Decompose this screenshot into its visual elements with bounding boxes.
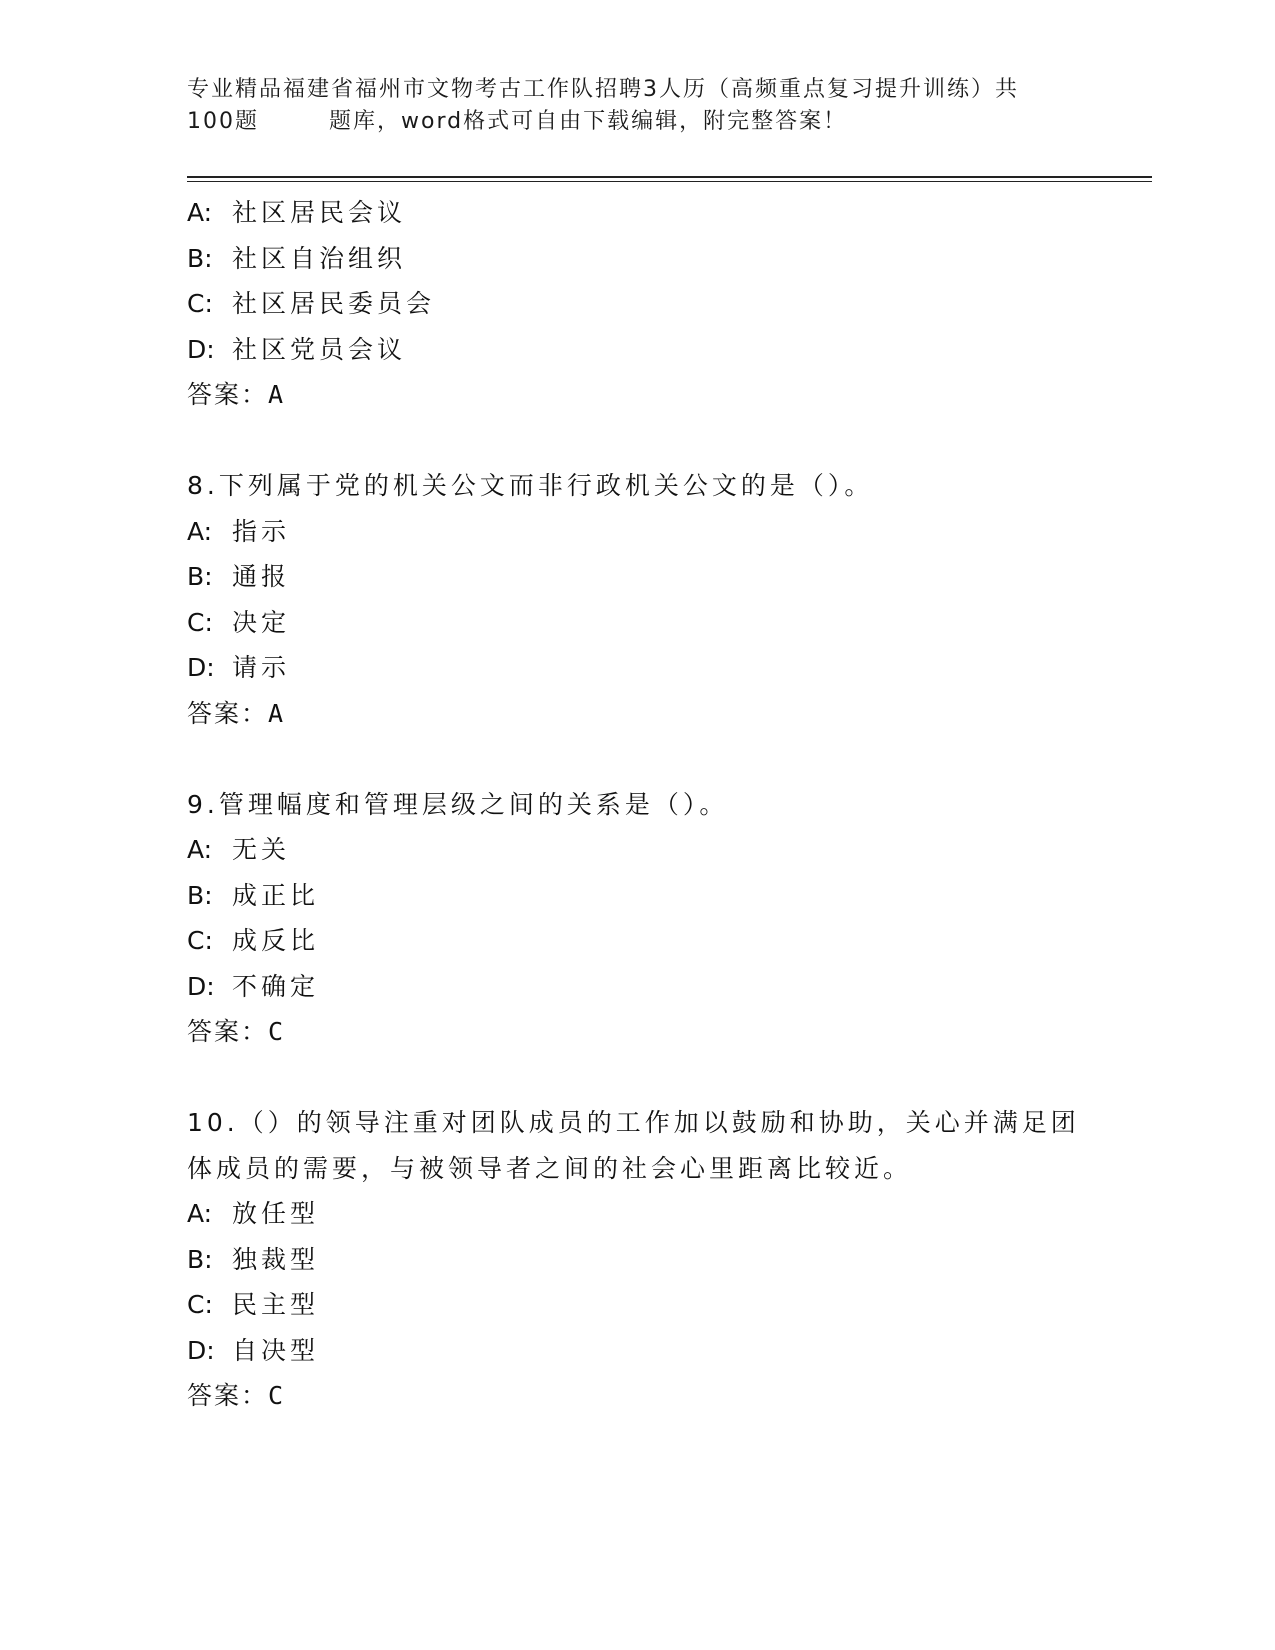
option-text: 指示 <box>232 516 291 546</box>
option-text: 放任型 <box>232 1199 320 1228</box>
header-line-2 <box>187 106 1087 138</box>
option-text: 社区党员会议 <box>232 334 407 364</box>
option-letter: A: <box>187 1199 213 1228</box>
option-text: 请示 <box>232 653 291 682</box>
answer-label: 答案： <box>187 380 269 409</box>
option-text: 民主型 <box>232 1290 320 1319</box>
option-letter: D: <box>187 1335 215 1365</box>
answer-value: C <box>268 1381 285 1410</box>
header-line-1: 专业精品福建省福州市文物考古工作队招聘3人历（高频重点复习提升训练）共 <box>187 77 1019 102</box>
answer-line <box>187 691 1087 737</box>
answer-label: 答案： <box>187 1017 269 1046</box>
question-7-block <box>187 190 1087 418</box>
option-c <box>187 281 1087 327</box>
answer-value: A <box>268 380 285 409</box>
question-text: 8.下列属于党的机关公文而非行政机关公文的是（）。 <box>187 471 874 500</box>
option-letter: D: <box>187 334 215 364</box>
option-text: 独裁型 <box>232 1244 320 1274</box>
question-text: 9.管理幅度和管理层级之间的关系是（）。 <box>187 789 729 819</box>
option-b <box>187 236 1087 282</box>
header-divider-thick <box>187 176 1152 178</box>
option-text: 成反比 <box>232 926 320 955</box>
answer-label: 答案： <box>187 698 269 728</box>
option-text: 社区居民委员会 <box>232 289 436 318</box>
option-letter: A: <box>187 835 213 864</box>
option-b <box>187 554 1087 600</box>
option-letter: A: <box>187 198 213 227</box>
option-letter: A: <box>187 516 213 546</box>
option-letter: B: <box>187 562 213 591</box>
option-letter: B: <box>187 1244 213 1274</box>
answer-label: 答案： <box>187 1381 269 1410</box>
header-divider-thin <box>187 181 1152 182</box>
question-list <box>187 190 1087 1419</box>
question-9-block <box>187 782 1087 1055</box>
header-question-count: 100题 <box>187 109 259 134</box>
option-letter: B: <box>187 880 213 910</box>
option-a <box>187 827 1087 873</box>
option-d <box>187 645 1087 691</box>
option-text: 成正比 <box>232 880 320 910</box>
option-a <box>187 1191 1087 1237</box>
answer-line <box>187 372 1087 418</box>
document-header <box>187 74 1087 138</box>
option-letter: D: <box>187 971 215 1001</box>
option-letter: B: <box>187 243 213 273</box>
option-c <box>187 600 1087 646</box>
answer-line <box>187 1009 1087 1055</box>
option-letter: C: <box>187 607 213 637</box>
option-text: 通报 <box>232 562 291 591</box>
question-text-line-1: 10.（）的领导注重对团队成员的工作加以鼓励和协助，关心并满足团 <box>187 1108 1080 1137</box>
option-letter: C: <box>187 1290 213 1319</box>
option-text: 决定 <box>232 607 291 637</box>
option-text: 社区居民会议 <box>232 198 407 227</box>
option-text: 不确定 <box>232 971 320 1001</box>
option-a <box>187 190 1087 236</box>
question-text-line-2: 体成员的需要，与被领导者之间的社会心里距离比较近。 <box>187 1153 913 1183</box>
option-c <box>187 918 1087 964</box>
option-b <box>187 1237 1087 1283</box>
question-8-block <box>187 463 1087 736</box>
answer-value: A <box>268 698 285 728</box>
option-d <box>187 1328 1087 1374</box>
option-d <box>187 964 1087 1010</box>
option-text: 无关 <box>232 835 291 864</box>
option-text: 自决型 <box>232 1335 320 1365</box>
answer-line <box>187 1373 1087 1419</box>
option-text: 社区自治组织 <box>232 243 407 273</box>
option-a <box>187 509 1087 555</box>
option-letter: C: <box>187 289 213 318</box>
option-letter: C: <box>187 926 213 955</box>
option-d <box>187 327 1087 373</box>
option-c <box>187 1282 1087 1328</box>
option-letter: D: <box>187 653 215 682</box>
header-description: 题库，word格式可自由下载编辑，附完整答案！ <box>329 109 848 134</box>
option-b <box>187 873 1087 919</box>
answer-value: C <box>268 1017 285 1046</box>
question-10-block <box>187 1100 1087 1419</box>
